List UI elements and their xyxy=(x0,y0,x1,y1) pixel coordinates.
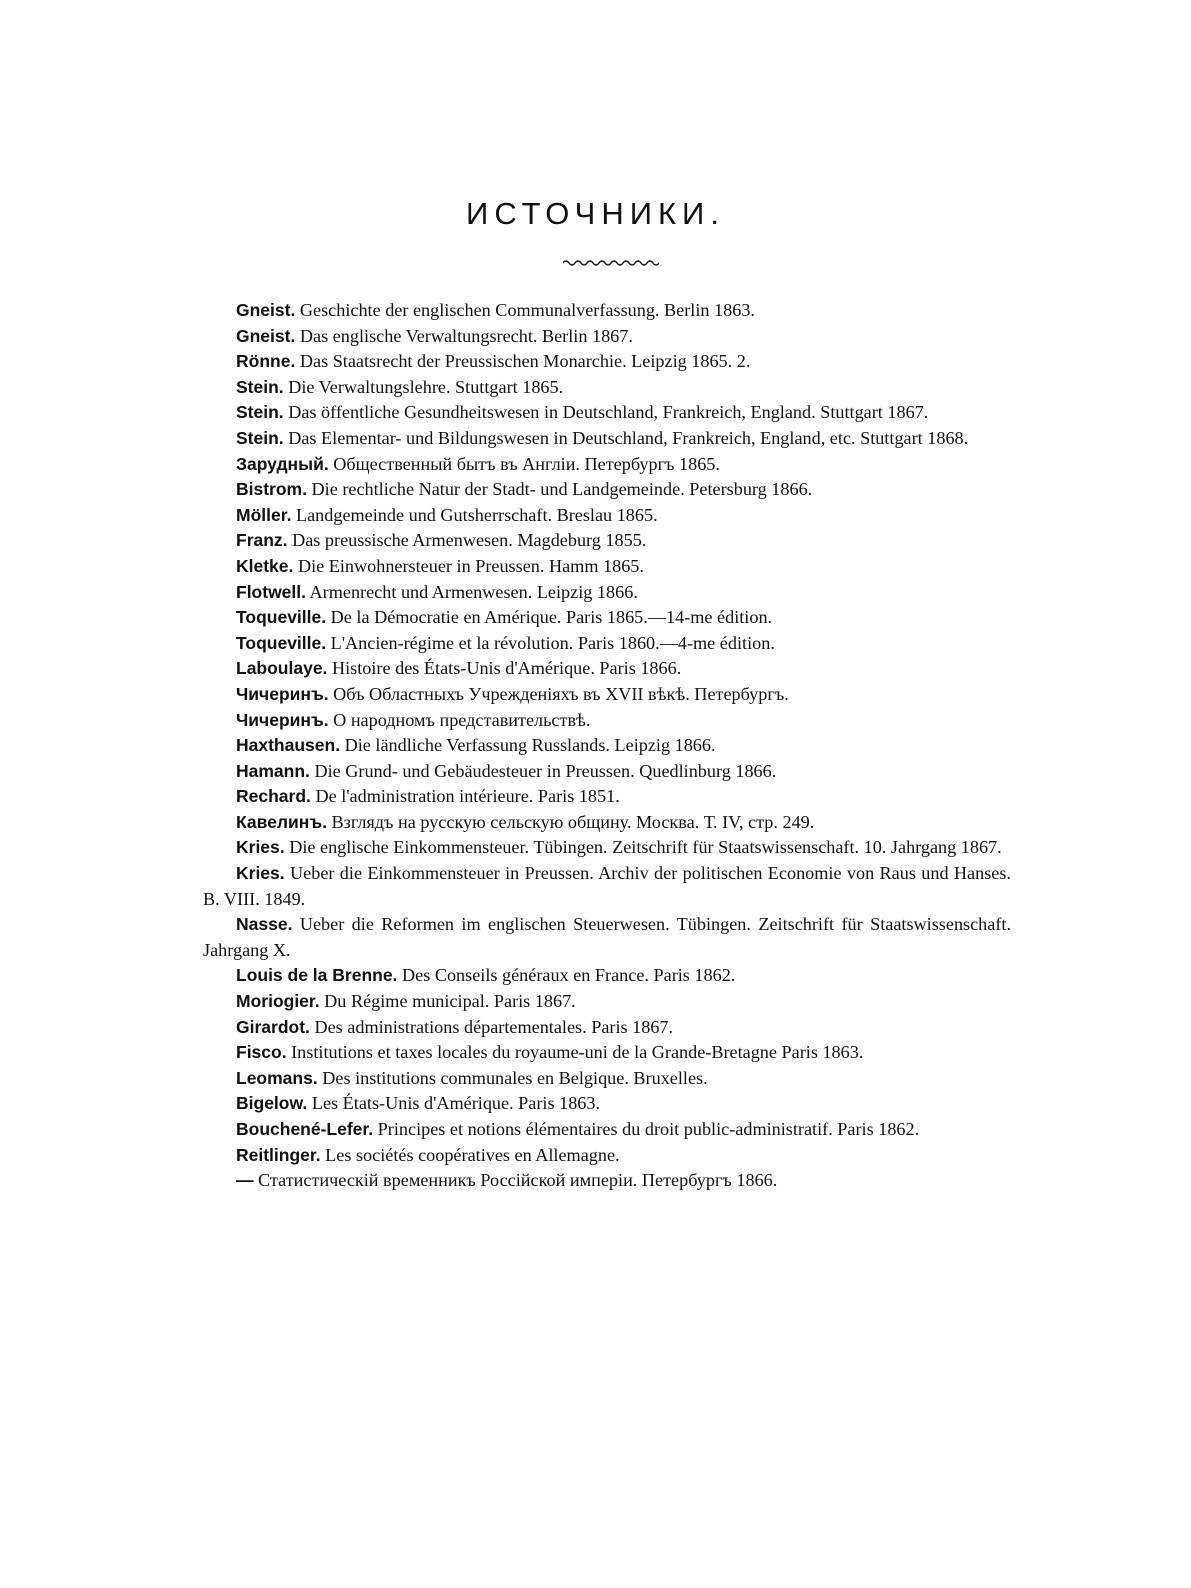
page-title: ИСТОЧНИКИ. xyxy=(466,196,725,231)
reference-author: Bouchené-Lefer. xyxy=(236,1119,374,1139)
reference-author: Laboulaye. xyxy=(236,658,328,679)
reference-list xyxy=(203,298,1011,1194)
reference-author: Flotwell. xyxy=(236,581,306,602)
reference-entry xyxy=(203,1066,1011,1092)
reference-text: Das Elementar- und Bildungswesen in Deutschland, Frankreich, England, etc. Stuttgart 1868. xyxy=(288,427,969,448)
reference-entry xyxy=(203,682,1011,708)
reference-text: Das öffentliche Gesundheitswesen in Deutschland, Frankreich, England. Stuttgart 1867. xyxy=(288,402,929,423)
reference-entry xyxy=(203,835,1011,861)
reference-author: Чичеринъ. xyxy=(236,709,329,730)
reference-author: Gneist. xyxy=(236,300,296,320)
reference-text: Die ländliche Verfassung Russlands. Leipzig 1866. xyxy=(344,735,716,756)
reference-text: Principes et notions élémentaires du droit public-administratif. Paris 1862. xyxy=(377,1119,920,1139)
reference-author: Stein. xyxy=(236,402,284,423)
reference-text: Armenrecht und Armenwesen. Leipzig 1866. xyxy=(309,581,638,602)
reference-entry xyxy=(203,708,1011,734)
reference-author: Rechard. xyxy=(236,786,311,807)
reference-author: Gneist. xyxy=(236,325,296,346)
reference-entry xyxy=(203,298,1011,324)
reference-entry xyxy=(203,324,1011,350)
reference-text: Das Staatsrecht der Preussischen Monarchie. Leipzig 1865. 2. xyxy=(299,351,751,372)
reference-author: Toqueville. xyxy=(236,607,327,628)
reference-author: — xyxy=(236,1170,254,1191)
reference-author: Toqueville. xyxy=(236,632,327,653)
reference-text: Landgemeinde und Gutsherrschaft. Breslau 1865. xyxy=(295,504,658,525)
reference-text: Institutions et taxes locales du royaume-uni de la Grande-Bretagne Paris 1863. xyxy=(291,1042,864,1063)
reference-text: Les États-Unis d'Amérique. Paris 1863. xyxy=(311,1093,601,1114)
reference-text: Объ Областныхъ Учрежденіяхъ въ XVII вѣкѣ. Петербургъ. xyxy=(333,683,789,704)
reference-author: Зарудный. xyxy=(236,453,329,474)
reference-text: О народномъ представительствѣ. xyxy=(333,709,591,730)
reference-entry xyxy=(203,656,1011,682)
reference-entry xyxy=(203,349,1011,375)
reference-text: L'Ancien-régime et la révolution. Paris 1860.—4-me édition. xyxy=(330,632,775,653)
reference-author: Franz. xyxy=(236,530,288,551)
reference-entry xyxy=(203,963,1011,989)
reference-text: Histoire des États-Unis d'Amérique. Paris 1866. xyxy=(331,658,682,679)
reference-text: Des Conseils généraux en France. Paris 1862. xyxy=(401,965,736,986)
reference-entry xyxy=(203,861,1011,912)
reference-text: Geschichte der englischen Communalverfassung. Berlin 1863. xyxy=(299,300,755,320)
title-ornament xyxy=(563,258,659,268)
reference-entry xyxy=(203,554,1011,580)
reference-entry xyxy=(203,426,1011,452)
reference-entry xyxy=(203,1168,1011,1194)
reference-entry xyxy=(203,1117,1011,1143)
reference-text: Das englische Verwaltungsrecht. Berlin 1867. xyxy=(299,325,633,346)
reference-text: Die rechtliche Natur der Stadt- und Landgemeinde. Petersburg 1866. xyxy=(311,479,813,500)
reference-text: Du Régime municipal. Paris 1867. xyxy=(324,991,576,1012)
reference-text: Die englische Einkommensteuer. Tübingen. Zeitschrift für Staatswissenschaft. 10. Jahrgang 1867. xyxy=(289,837,1002,858)
reference-author: Кавелинъ. xyxy=(236,811,327,832)
reference-entry xyxy=(203,912,1011,963)
reference-author: Girardot. xyxy=(236,1016,310,1037)
reference-text: Die Grund- und Gebäudesteuer in Preussen. Quedlinburg 1866. xyxy=(314,760,777,781)
reference-entry xyxy=(203,503,1011,529)
reference-entry xyxy=(203,452,1011,478)
reference-author: Fisco. xyxy=(236,1042,287,1063)
reference-author: Hamann. xyxy=(236,760,310,781)
reference-entry xyxy=(203,477,1011,503)
reference-text: De la Démocratie en Amérique. Paris 1865.—14-me édition. xyxy=(330,607,773,628)
reference-text: Les sociétés coopératives en Allemagne. xyxy=(325,1144,620,1165)
reference-author: Moriogier. xyxy=(236,991,320,1012)
reference-author: Stein. xyxy=(236,427,284,448)
reference-entry xyxy=(203,1091,1011,1117)
reference-author: Bigelow. xyxy=(236,1093,308,1114)
reference-entry xyxy=(203,1040,1011,1066)
reference-entry xyxy=(203,759,1011,785)
reference-entry xyxy=(203,1015,1011,1041)
reference-author: Bistrom. xyxy=(236,479,307,500)
reference-text: Die Verwaltungslehre. Stuttgart 1865. xyxy=(288,376,564,397)
reference-text: Des administrations départementales. Paris 1867. xyxy=(314,1016,674,1037)
reference-author: Haxthausen. xyxy=(236,735,341,756)
reference-text: Ueber die Einkommensteuer in Preussen. Archiv der politischen Economie von Raus und Hanses. B. VIII. 1849. xyxy=(203,863,1012,909)
reference-entry xyxy=(203,810,1011,836)
reference-entry xyxy=(203,631,1011,657)
reference-text: Общественный бытъ въ Англіи. Петербургъ 1865. xyxy=(333,453,720,474)
reference-text: Ueber die Reformen im englischen Steuerwesen. Tübingen. Zeitschrift für Staatswissenschaft. Jahrgang X. xyxy=(203,914,1012,960)
reference-text: Статистическій временникъ Россійской имперіи. Петербургъ 1866. xyxy=(258,1170,778,1191)
ornament-wave xyxy=(563,261,659,265)
reference-text: Взглядъ на русскую сельскую общину. Москва. Т. IV, стр. 249. xyxy=(331,811,815,832)
reference-text: Die Einwohnersteuer in Preussen. Hamm 1865. xyxy=(297,555,644,576)
reference-entry xyxy=(203,528,1011,554)
reference-author: Möller. xyxy=(236,504,292,525)
reference-author: Louis de la Brenne. xyxy=(236,965,398,986)
reference-author: Reitlinger. xyxy=(236,1144,321,1165)
reference-text: Das preussische Armenwesen. Magdeburg 1855. xyxy=(292,530,647,551)
reference-entry xyxy=(203,1143,1011,1169)
reference-text: De l'administration intérieure. Paris 1851. xyxy=(315,786,620,807)
reference-author: Rönne. xyxy=(236,351,296,372)
reference-entry xyxy=(203,989,1011,1015)
reference-entry xyxy=(203,375,1011,401)
reference-entry xyxy=(203,580,1011,606)
reference-entry xyxy=(203,400,1011,426)
reference-entry xyxy=(203,784,1011,810)
reference-author: Kletke. xyxy=(236,555,294,576)
reference-author: Kries. xyxy=(236,837,285,858)
reference-entry xyxy=(203,605,1011,631)
reference-text: Des institutions communales en Belgique. Bruxelles. xyxy=(322,1067,708,1088)
reference-author: Чичеринъ. xyxy=(236,683,329,704)
reference-author: Kries. xyxy=(236,863,285,884)
reference-author: Nasse. xyxy=(236,914,293,935)
reference-author: Leomans. xyxy=(236,1067,318,1088)
reference-entry xyxy=(203,733,1011,759)
reference-author: Stein. xyxy=(236,376,284,397)
